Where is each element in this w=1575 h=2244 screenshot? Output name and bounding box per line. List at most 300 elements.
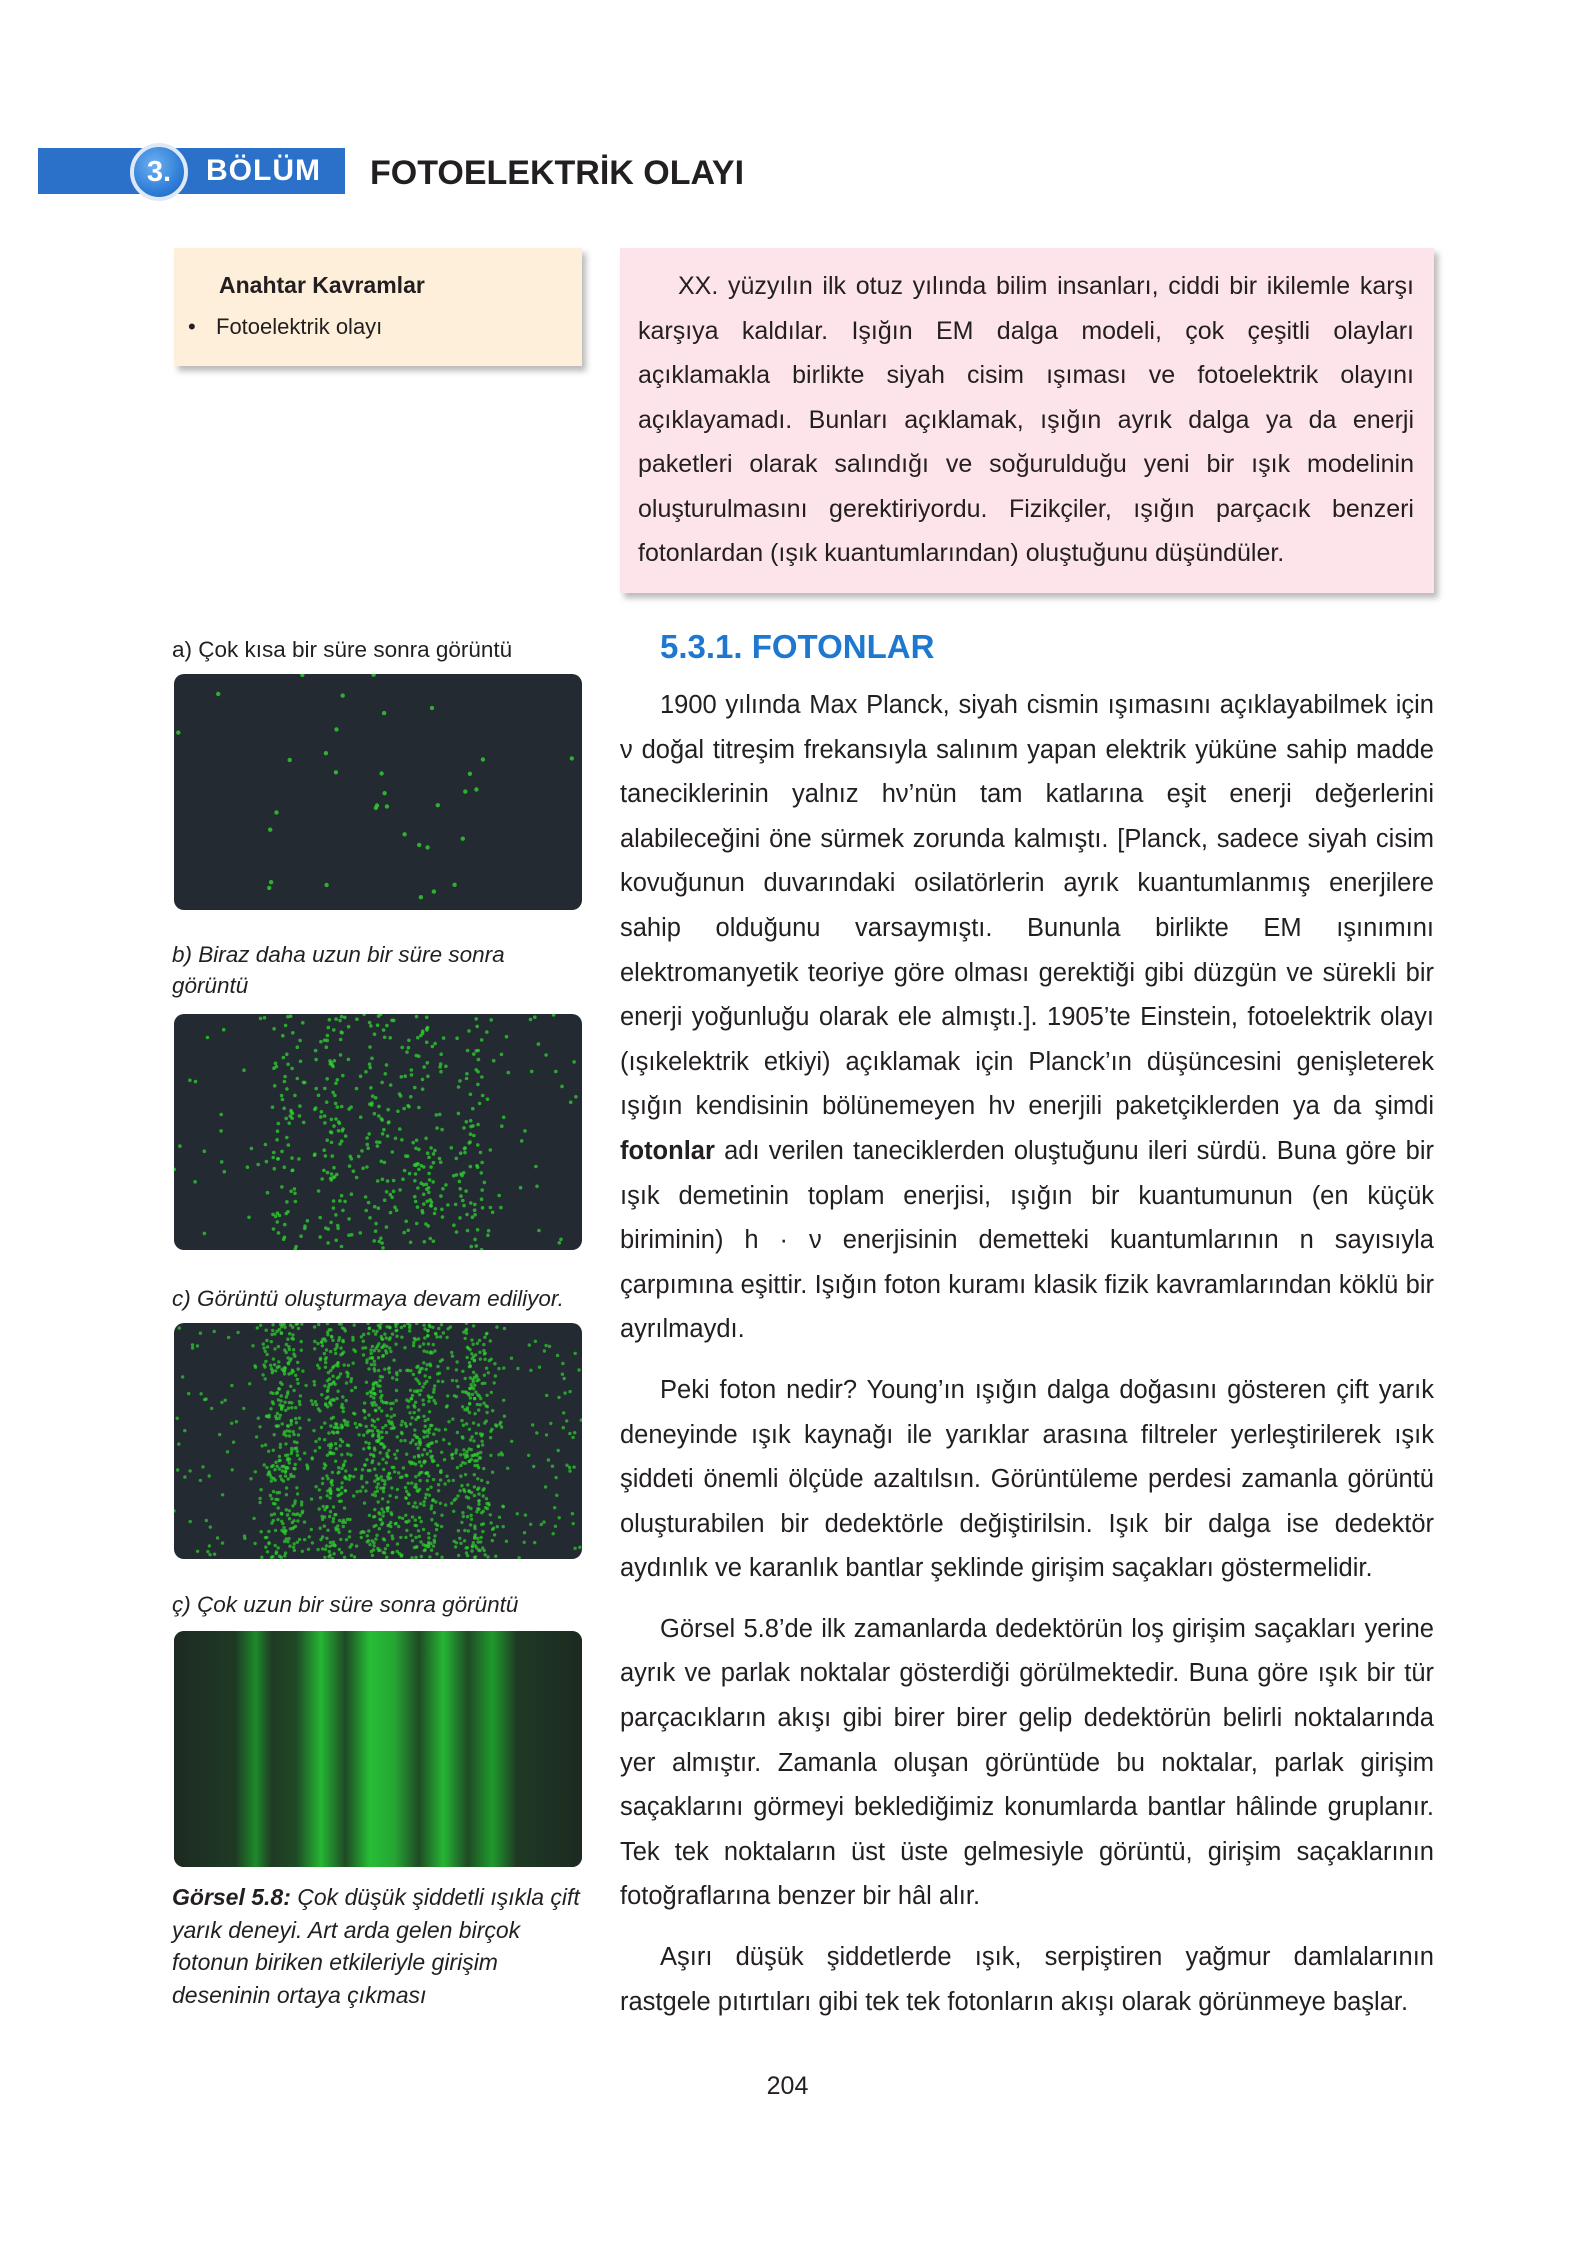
photon-dot [437,1327,440,1330]
photon-dot [342,1464,345,1467]
photon-dot [360,1536,363,1539]
photon-dot [404,1520,407,1523]
photon-dot [361,1468,364,1471]
photon-dot [462,1515,465,1518]
photon-dot [500,1053,504,1057]
photon-dot [194,1080,198,1084]
photon-dot [373,1369,376,1372]
photon-dot [502,1525,505,1528]
photon-dot [461,1370,464,1373]
photon-dot [332,1552,335,1555]
photon-dot [334,1422,337,1425]
photon-dot [356,1490,359,1493]
photon-dot [262,1363,265,1366]
bullet-icon: • [188,314,196,339]
photon-dot [276,1518,279,1521]
photon-dot [331,1557,334,1559]
photon-dot [470,1338,473,1341]
photon-dot [491,1528,494,1531]
photon-dot [289,1323,292,1326]
photon-dot [276,1391,279,1394]
photon-dot [385,1063,389,1067]
photon-dot [432,1239,436,1243]
photon-dot [510,1440,513,1443]
photon-dot [413,1390,416,1393]
photon-dot [396,1542,399,1545]
photon-dot [426,1435,429,1438]
photon-dot [421,1453,424,1456]
photon-dot [482,1402,485,1405]
photon-dot [434,1207,438,1211]
caption-a: a) Çok kısa bir süre sonra görüntü [172,637,513,662]
photon-dot [323,1087,327,1091]
photon-dot [292,1348,295,1351]
photon-dot [458,1537,461,1540]
photon-dot [426,1479,429,1482]
caption-b: b) Biraz daha uzun bir süre sonra görüntü [172,942,505,998]
photon-dot [418,1370,421,1373]
photon-dot [463,1147,467,1151]
photon-dot [287,1477,290,1480]
photon-dot [468,1490,471,1493]
photon-dot [447,1479,450,1482]
photon-dot [466,1406,469,1409]
photon-dot [289,1109,293,1113]
photon-dot [196,1344,199,1347]
photon-dot [322,1148,326,1152]
photon-dot [413,1195,417,1199]
photon-dot [303,1520,306,1523]
paragraph-4: Aşırı düşük şiddetlerde ışık, serpiştiren yağmur damlalarının rastgele pıtırtıları gibi tek tek fotonların akışı olarak görünmeye başlar. [620,1943,1434,2016]
photon-dot [472,1343,475,1346]
photon-dot [286,1356,289,1359]
photon-dot [387,1530,390,1533]
photon-dot [393,1414,396,1417]
photon-dot [387,1472,390,1475]
photon-dot [372,1433,375,1436]
photon-dot [426,1488,429,1491]
photon-dot [330,1178,334,1182]
photon-dot [384,1424,387,1427]
photon-dot [471,1544,474,1547]
photon-dot [440,1128,444,1132]
photon-dot [285,1053,289,1057]
photon-dot [494,1555,497,1558]
photon-dot [429,1486,432,1489]
photon-dot [334,1017,338,1021]
photon-dot [336,1078,340,1082]
photon-dot [414,1556,417,1559]
photon-dot [317,1189,321,1193]
photon-dot [191,1343,194,1346]
photon-dot [298,1039,302,1043]
photon-dot [301,1369,304,1372]
photon-dot [452,883,456,887]
photon-dot [349,1475,352,1478]
photon-dot [500,1425,503,1428]
photon-dot [327,1026,331,1030]
photon-dot [283,1401,286,1404]
photon-dot [258,1501,261,1504]
photon-dot [271,1464,274,1467]
photon-dot [271,1156,275,1160]
photon-dot [463,789,467,793]
photon-dot [371,1493,374,1496]
photon-dot [432,1433,435,1436]
photon-dot [273,1363,276,1366]
photon-dot [417,1054,421,1058]
photon-dot [553,1506,556,1509]
photon-dot [328,1401,331,1404]
photon-dot [359,1489,362,1492]
photon-dot [300,674,304,677]
photon-dot [326,1323,329,1325]
photon-dot [397,1525,400,1528]
photon-dot [359,1075,363,1079]
paragraph-1-part-b: adı verilen taneciklerden oluştuğunu ileri sürdü. Buna göre bir ışık demetinin toplam enerjisi, ışığın bir kuantumunun (en küçük biriminin) h · ν enerjisinin demetteki kuantumlarının n sayısıyla çarpımına eşittir. Işığın foton kuramı klasik fizik kavramlarından köklü bir ayrılmaydı. [620,1136,1434,1344]
photon-dot [323,1524,326,1527]
photon-dot [433,1212,437,1216]
photon-dot [500,1124,504,1128]
photon-dot [486,1234,490,1238]
photon-dot [210,1407,213,1410]
photon-dot [415,1486,418,1489]
photon-dot [446,1327,449,1330]
photon-dot [271,1323,274,1326]
photon-dot [416,1036,420,1040]
caption-d: ç) Çok uzun bir süre sonra görüntü [172,1592,519,1617]
photon-dot [324,1339,327,1342]
photon-dot [440,1556,443,1559]
photon-dot [426,1151,430,1155]
photon-dot [413,1179,417,1183]
photon-dot [341,1440,344,1443]
photon-dot [294,1463,297,1466]
photon-dot [528,1343,531,1346]
photon-dot [463,1490,466,1493]
photon-dot [472,1371,475,1374]
photon-dot [383,1368,386,1371]
photon-dot [206,1550,209,1553]
photon-dot [264,1377,267,1380]
photon-dot [336,1431,339,1434]
photon-dot [469,1119,473,1123]
photon-dot [482,1343,485,1346]
photon-dot [554,1476,557,1479]
photon-dot [477,1408,480,1411]
photon-dot [385,1024,389,1028]
photon-dot [487,1371,490,1374]
photon-dot [474,1017,478,1021]
photon-dot [417,1447,420,1450]
photon-dot [287,1121,291,1125]
photon-dot [313,1383,316,1386]
photon-dot [432,1391,435,1394]
photon-dot [285,1343,288,1346]
photon-dot [376,1023,380,1027]
photon-dot [434,1332,437,1335]
photon-dot [401,1517,404,1520]
photon-dot [280,1331,283,1334]
photon-dot [549,1422,552,1425]
photon-dot [398,1188,402,1192]
photon-dot [389,1083,393,1087]
photon-dot [383,1445,386,1448]
photon-dot [369,1356,372,1359]
photon-dot [341,1395,344,1398]
chapter-word: BÖLÜM [206,154,321,187]
photon-dot [480,1440,483,1443]
photon-dot [411,1141,415,1145]
photon-dot [470,1352,473,1355]
photon-dot [289,1014,293,1018]
photon-dot [334,1352,337,1355]
photon-dot [267,886,271,890]
photon-dot [323,1556,326,1559]
photon-dot [353,1555,356,1558]
photon-dot [326,1034,330,1038]
photon-dot [352,1494,355,1497]
photon-dot [472,1541,475,1544]
photon-dot [208,1553,211,1556]
photon-dot [412,1373,415,1376]
photon-dot [366,1431,369,1434]
photon-dot [348,1530,351,1533]
photon-dot [343,1420,346,1423]
photon-dot [392,1359,395,1362]
photon-dot [298,1426,301,1429]
photon-dot [414,1147,418,1151]
photon-dot [495,1424,498,1427]
photon-dot [335,1447,338,1450]
photon-dot [297,1367,300,1370]
photon-dot [339,1444,342,1447]
photon-dot [556,1354,559,1357]
photon-dot [333,1094,337,1098]
photon-dot [428,1555,431,1558]
photon-dot [323,1515,326,1518]
photon-dot [346,1452,349,1455]
photon-dot [478,1456,481,1459]
photon-dot [420,1520,423,1523]
photon-dot [338,1019,342,1023]
caption-c: c) Görüntü oluşturmaya devam ediliyor. [172,1286,564,1311]
photon-dot [297,1433,300,1436]
photon-dot [476,1143,480,1147]
figure-label: Görsel 5.8: [172,1884,291,1910]
photon-dot [352,1169,356,1173]
photon-dot [324,1548,327,1551]
photon-dot [480,1171,484,1175]
photon-dot [435,1126,439,1130]
photon-dot [565,1464,568,1467]
photon-dot [361,1485,364,1488]
photon-dot [176,1417,179,1420]
photon-dot [288,1509,291,1512]
photon-dot [323,1038,327,1042]
photon-dot [400,1336,403,1339]
photon-dot [348,1164,352,1168]
panel-a-dots [174,674,582,910]
photon-dot [277,1365,280,1368]
photon-dot [405,1050,409,1054]
photon-dot [331,1091,335,1095]
photon-dot [287,1407,290,1410]
photon-dot [362,1333,365,1336]
photon-dot [474,1353,477,1356]
photon-dot [417,1408,420,1411]
photon-dot [178,1144,182,1148]
photon-dot [464,1377,467,1380]
photon-dot [527,1454,530,1457]
figure-caption [172,1881,584,2011]
photon-dot [282,1056,286,1060]
photon-dot [391,1376,394,1379]
panel-d-fringes [174,1631,582,1867]
photon-dot [470,1448,473,1451]
photon-dot [503,1327,506,1330]
photon-dot [532,1465,535,1468]
photon-dot [376,1418,379,1421]
photon-dot [332,1206,336,1210]
photon-dot [443,1458,446,1461]
photon-dot [413,1434,416,1437]
photon-dot [208,1544,211,1547]
photon-dot [330,1141,334,1145]
photon-dot [406,1104,410,1108]
photon-dot [450,1351,453,1354]
photon-dot [270,1340,273,1343]
photon-dot [436,803,440,807]
photon-dot [320,1177,324,1181]
photon-dot [340,1015,344,1019]
photon-dot [510,1357,513,1360]
photon-dot [475,1454,478,1457]
photon-dot [386,1134,390,1138]
photon-dot [382,1551,385,1554]
photon-dot [408,1329,411,1332]
photon-dot [342,1525,345,1528]
photon-dot [455,1541,458,1544]
panel-c-dots [174,1323,582,1559]
photon-dot [372,1525,375,1528]
body-text [620,683,1434,2040]
photon-dot [314,1485,317,1488]
photon-dot [452,1174,456,1178]
photon-dot [430,1549,433,1552]
photon-dot [436,1464,439,1467]
photon-dot [280,1185,284,1189]
photon-dot [340,1245,344,1249]
paragraph-1-part-a: 1900 yılında Max Planck, siyah cismin ışımasını açıklayabilmek için ν doğal titreşim frekansıyla salınım yapan elektrik yüküne sahip madde taneciklerinin yalnız hν’nün tam katlarına eşit enerji değerlerini alabileceğini öne sürmek zorunda kalmıştı. [Planck, sadece siyah cisim kovuğunun duvarındaki osilatörlerin ayrık kuantumlanmış enerjilere sahip olduğunu varsaymıştı. Bununla birlikte EM ışınımını elektromanyetik teoriye göre olması gerektiği gibi düzgün ve sürekli bir enerji yoğunluğu olarak ele almıştı.]. 1905’te Einstein, fotoelektrik olayı (ışıkelektrik etkiyi) açıklamak için Planck’ın düşüncesini genişleterek ışığın kendisinin bölünemeyen hν enerjili paketçiklerden ya da şimdi [620,691,1434,1121]
photon-dot [319,1115,323,1119]
photon-dot [571,1436,574,1439]
photon-dot [273,1468,276,1471]
photon-dot [439,1470,442,1473]
photon-dot [429,1542,432,1545]
photon-dot [435,1528,438,1531]
photon-dot [400,1075,404,1079]
photon-dot [318,1488,321,1491]
photon-dot [269,1494,272,1497]
photon-dot [290,1169,294,1173]
photon-dot [391,1537,394,1540]
photon-dot [402,1107,406,1111]
photon-dot [436,1372,439,1375]
photon-dot [424,1472,427,1475]
photon-dot [329,1424,332,1427]
photon-dot [476,1537,479,1540]
photon-dot [353,1323,356,1326]
photon-dot [328,1059,332,1063]
photon-dot [188,1079,192,1083]
photon-dot [475,1025,479,1029]
photon-dot [334,1364,337,1367]
photon-dot [340,1139,344,1143]
photon-dot [350,1233,354,1237]
photon-dot [434,1500,437,1503]
photon-dot [183,1429,186,1432]
photon-dot [381,1426,384,1429]
photon-dot [461,1199,465,1203]
photon-dot [349,1453,352,1456]
photon-dot [555,1494,558,1497]
photon-dot [563,1377,566,1380]
photon-dot [395,1399,398,1402]
photon-dot [267,1530,270,1533]
photon-dot [558,1241,562,1245]
photon-dot [407,1502,410,1505]
photon-dot [216,692,220,696]
photon-dot [394,1325,397,1328]
photon-dot [468,1361,471,1364]
photon-dot [477,1548,480,1551]
photon-dot [456,1385,459,1388]
photon-dot [424,1425,427,1428]
photon-dot [291,1031,295,1035]
photon-dot [279,1446,282,1449]
photon-dot [326,1389,329,1392]
photon-dot [368,1216,372,1220]
photon-dot [413,1411,416,1414]
photon-dot [572,1522,575,1525]
photon-dot [411,1394,414,1397]
photon-dot [503,1415,506,1418]
fringe-pattern [174,1631,582,1867]
photon-dot [390,1407,393,1410]
photon-dot [272,1477,275,1480]
photon-dot [444,1183,448,1187]
photon-dot [292,1467,295,1470]
photon-dot [425,1016,429,1020]
figure-caption-text: Çok düşük şiddetli ışıkla çift yarık deneyi. Art arda gelen birçok fotonun biriken etkileriyle girişim deseninin ortaya çıkması [172,1884,580,2008]
photon-dot [422,1361,425,1364]
photon-dot [377,1500,380,1503]
photon-dot [330,1452,333,1455]
photon-dot [387,1121,391,1125]
photon-dot [463,1539,466,1542]
photon-dot [464,1337,467,1340]
photon-dot [273,1512,276,1515]
photon-dot [328,1515,331,1518]
photon-dot [263,1463,266,1466]
photon-dot [385,1556,388,1559]
photon-dot [350,1543,353,1546]
photon-dot [476,1083,480,1087]
photon-dot [329,1541,332,1544]
photon-dot [404,1154,408,1158]
photon-dot [334,1102,338,1106]
